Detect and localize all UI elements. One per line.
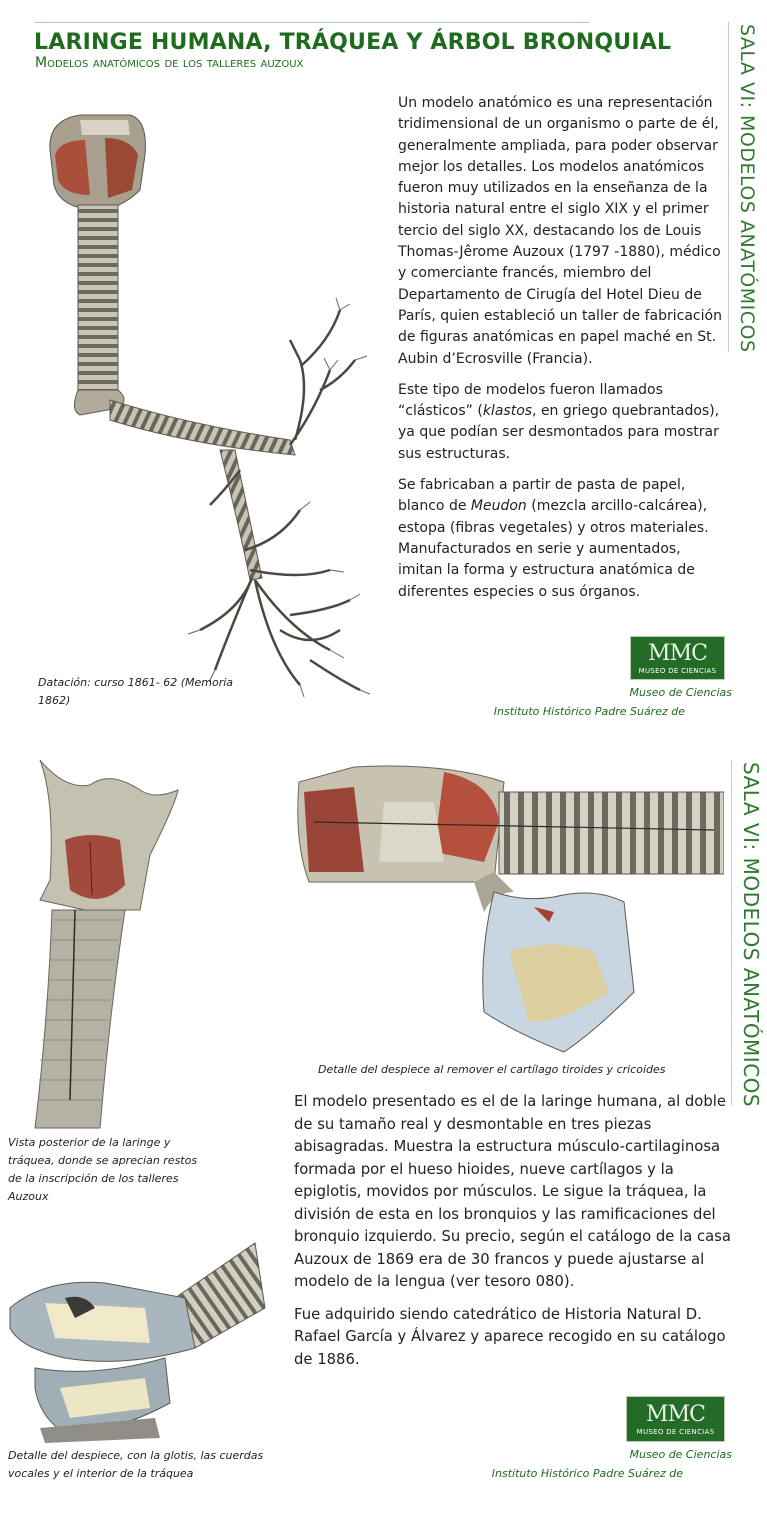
header-rule — [34, 22, 590, 23]
posterior-view-photo — [30, 760, 180, 1130]
sidebar-label-bottom: SALA VI: MODELOS ANATÓMICOS — [739, 762, 763, 1108]
page-subtitle: Modelos anatómicos de los talleres auzoux — [35, 55, 304, 71]
detail-caption-1: Detalle del despiece al remover el cartílago tiroides y cricoides — [318, 1063, 666, 1076]
intro-paragraph-2: Este tipo de modelos fueron llamados “clásticos” (klastos, en griego quebrantados), ya que podían ser desmontados para mostrar sus estructuras. — [398, 381, 720, 462]
museum-logo — [630, 636, 725, 680]
dating-caption: Datación: curso 1861- 62 (Memoria 1862) — [38, 676, 234, 707]
glottis-detail-photo — [5, 1238, 267, 1443]
posterior-caption: Vista posterior de la laringe y tráquea, donde se aprecian restos de la inscripción de los talleres Auzoux — [8, 1136, 198, 1203]
page-title: LARINGE HUMANA, TRÁQUEA Y ÁRBOL BRONQUIAL — [34, 30, 672, 55]
intro-paragraph-3: Se fabricaban a partir de pasta de papel, blanco de Meudon (mezcla arcillo-calcárea), estopa (fibras vegetales) y otros materiales. Manufacturados en serie y aumentados, imitan la forma y estructura anatómica de diferentes especies o sus órganos. — [398, 477, 709, 600]
sidebar-label-top: SALA VI: MODELOS ANATÓMICOS — [736, 24, 758, 353]
cartilage-removed-photo — [294, 762, 724, 1062]
museum-logo-text-bottom: MUSEO DE CIENCIAS — [636, 1427, 715, 1436]
museum-logo-mark: MMC — [648, 640, 707, 666]
museum-logo-mark-bottom: MMC — [646, 1401, 705, 1427]
description-text — [294, 1091, 739, 1381]
museum-name: Museo de Ciencias — [629, 686, 732, 699]
sidebar-rule-bottom — [731, 760, 732, 1105]
description-paragraph-2: Fue adquirido siendo catedrático de Historia Natural D. Rafael García y Álvarez y aparece recogido en su catálogo de 1886. — [294, 1305, 726, 1368]
institute-name: Instituto Histórico Padre Suárez de — [493, 705, 685, 718]
sidebar-rule-top — [728, 22, 729, 352]
intro-paragraph-1: Un modelo anatómico es una representación tridimensional de un organismo o parte de él, generalmente ampliada, para poder observar mejor los detalles. Los modelos anatómicos fueron muy utilizados en la enseñanza de la historia natural entre el siglo XIX y el primer tercio del siglo XX, destacando los de Louis Thomas-Jêrome Auzoux (1797 -1880), médico y comerciante francés, miembro del Departamento de Cirugía del Hotel Dieu de París, quien estableció un taller de fabricación de figuras anatómicas en papel maché en St. Aubin d’Ecrosville (Francia). — [398, 95, 722, 367]
description-paragraph-1: El modelo presentado es el de la laringe humana, al doble de su tamaño real y desmontable en tres piezas abisagradas. Muestra la estructura músculo-cartilaginosa formada por el hueso hioides, nueve cartílagos y la epiglotis, movidos por músculos. Le sigue la tráquea, la división de esta en los bronquios y las ramificaciones del bronquio izquierdo. Su precio, según el catálogo de la casa Auzoux de 1869 era de 30 francos y puede ajustarse al modelo de la lengua (ver tesoro 080). — [294, 1093, 731, 1290]
bronchial-tree-photo — [40, 110, 390, 705]
detail-caption-2: Detalle del despiece, con la glotis, las cuerdas vocales y el interior de la tráquea — [8, 1449, 264, 1480]
museum-logo-bottom — [626, 1396, 725, 1442]
institute-name-bottom: Instituto Histórico Padre Suárez de — [491, 1467, 683, 1480]
intro-text — [398, 93, 728, 613]
museum-name-bottom: Museo de Ciencias — [629, 1448, 732, 1461]
museum-logo-text: MUSEO DE CIENCIAS — [638, 666, 717, 675]
